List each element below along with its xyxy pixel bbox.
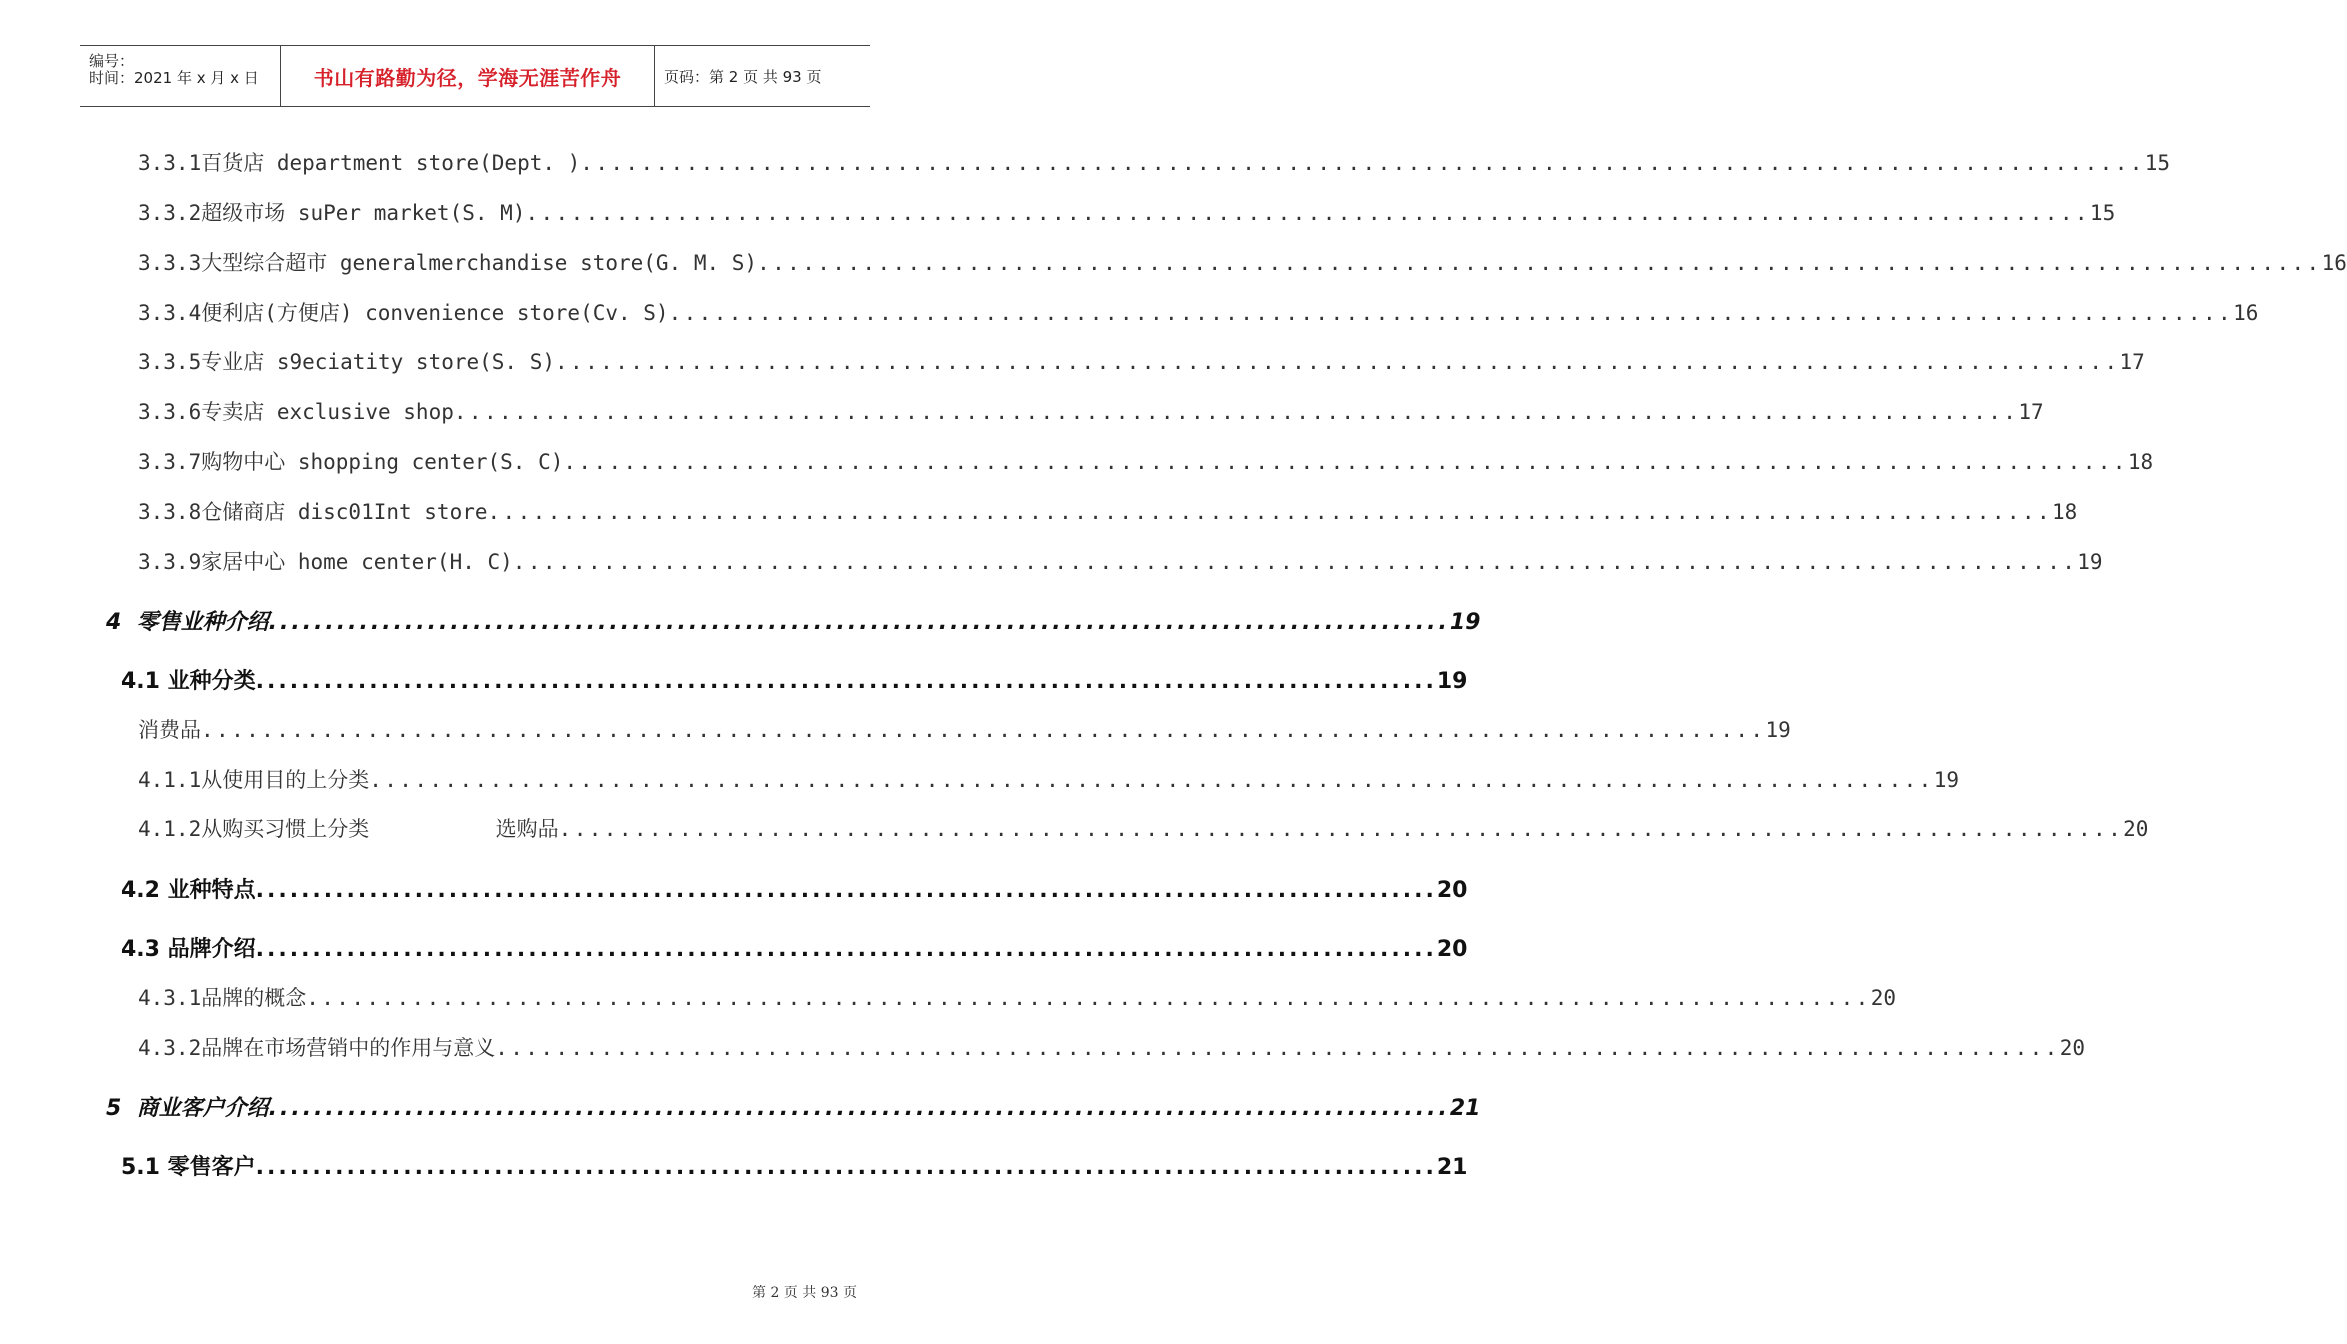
toc-entry-label: 4 零售业种介绍: [106, 610, 269, 635]
toc-entry-page: 20: [1870, 986, 1896, 1010]
toc-leader-dots: ........................................................................................................: [255, 878, 1437, 903]
toc-entry[interactable]: [138, 714, 1791, 744]
toc-entry-page: 20: [2123, 817, 2149, 841]
toc-section[interactable]: [121, 873, 1468, 903]
toc-entry[interactable]: [138, 346, 2145, 376]
toc-entry-page: 15: [2144, 151, 2171, 175]
toc-leader-dots: ........................................................................................................: [555, 350, 2120, 374]
toc-entry-page: 16: [2321, 251, 2347, 275]
toc-entry-label: 3.3.2超级市场 suPer market(S. M): [138, 201, 526, 225]
toc-entry-label: 5 商业客户介绍: [106, 1096, 269, 1121]
toc-entry-label: 3.3.3大型综合超市 generalmerchandise store(G. M. S): [138, 251, 758, 275]
toc-entry-page: 17: [2018, 400, 2044, 424]
toc-entry-page: 15: [2089, 201, 2116, 225]
toc-entry[interactable]: [138, 396, 2044, 426]
header-page-info: 页码：第 2 页 共 93 页: [664, 67, 822, 86]
header-page-cell: [655, 46, 870, 106]
toc-leader-dots: ........................................................................................................: [201, 718, 1766, 742]
header-motto: 书山有路勤为径，学海无涯苦作舟: [313, 65, 622, 90]
toc-entry-label: 3.3.1百货店 department store(Dept. ): [138, 151, 581, 175]
toc-entry-label: 3.3.5专业店 s9eciatity store(S. S): [138, 350, 556, 374]
toc-leader-dots: ........................................................................................................: [255, 669, 1437, 694]
toc-entry-label: 3.3.6专卖店 exclusive shop: [138, 400, 454, 424]
toc-entry-label: 3.3.7购物中心 shopping center(S. C): [138, 450, 564, 474]
toc-entry-page: 19: [1765, 718, 1791, 742]
toc-entry-label: 4.3.2品牌在市场营销中的作用与意义: [138, 1036, 496, 1060]
toc-entry[interactable]: [138, 446, 2154, 476]
toc-entry-label: 3.3.4便利店(方便店) convenience store(Cv. S): [138, 301, 669, 325]
toc-entry[interactable]: [138, 297, 2259, 327]
toc-chapter[interactable]: [106, 605, 1481, 635]
toc-leader-dots: ........................................................................................................: [757, 251, 2322, 275]
toc-leader-dots: ........................................................................................................: [268, 1096, 1450, 1121]
toc-leader-dots: ........................................................................................................: [487, 500, 2052, 524]
toc-chapter[interactable]: [106, 1091, 1481, 1121]
toc-entry-page: 19: [1449, 610, 1481, 635]
header-time: 时间：2021 年 x 月 x 日: [89, 69, 259, 87]
toc-entry-label: 3.3.8仓储商店 disc01Int store: [138, 500, 488, 524]
toc-leader-dots: ........................................................................................................: [525, 201, 2090, 225]
toc-entry[interactable]: [138, 1032, 2085, 1062]
toc-entry-label: 3.3.9家居中心 home center(H. C): [138, 550, 513, 574]
toc-entry-label: 消费品: [138, 718, 201, 742]
toc-entry-page: 21: [1436, 1155, 1468, 1180]
toc-leader-dots: ........................................................................................................: [580, 151, 2145, 175]
toc-entry[interactable]: [138, 247, 2347, 277]
toc-entry[interactable]: [138, 982, 1896, 1012]
toc-section[interactable]: [121, 664, 1468, 694]
toc-leader-dots: ........................................................................................................: [255, 937, 1437, 962]
toc-entry-page: 20: [2059, 1036, 2085, 1060]
toc-entry[interactable]: [138, 813, 2149, 843]
toc-entry-page: 20: [1436, 937, 1468, 962]
toc-entry-page: 19: [2077, 550, 2103, 574]
toc-leader-dots: ........................................................................................................: [495, 1036, 2060, 1060]
toc-leader-dots: ........................................................................................................: [255, 1155, 1437, 1180]
toc-entry-page: 17: [2119, 350, 2145, 374]
toc-leader-dots: ........................................................................................................: [369, 768, 1934, 792]
toc-entry[interactable]: [138, 197, 2116, 227]
toc-leader-dots: ........................................................................................................: [268, 610, 1450, 635]
toc-entry-page: 19: [1933, 768, 1959, 792]
toc-entry-page: 19: [1436, 669, 1468, 694]
header-meta: [80, 46, 281, 106]
toc-leader-dots: ........................................................................................................: [563, 450, 2128, 474]
page-footer: 第 2 页 共 93 页: [752, 1285, 857, 1301]
toc-entry-label: 4.1 业种分类: [121, 669, 256, 694]
toc-leader-dots: ........................................................................................................: [453, 400, 2019, 424]
toc-leader-dots: ........................................................................................................: [306, 986, 1871, 1010]
toc-entry[interactable]: [138, 546, 2103, 576]
toc-section[interactable]: [121, 1150, 1468, 1180]
toc-entry-page: 21: [1449, 1096, 1481, 1121]
toc-entry[interactable]: [138, 496, 2078, 526]
toc-entry-label: 4.1.1从使用目的上分类: [138, 768, 370, 792]
toc-entry[interactable]: [138, 147, 2171, 177]
toc-entry-label: 4.2 业种特点: [121, 878, 256, 903]
toc-entry-page: 20: [1436, 878, 1468, 903]
toc-entry-label: 4.1.2从购买习惯上分类 选购品: [138, 817, 559, 841]
toc-entry-label: 5.1 零售客户: [121, 1155, 256, 1180]
toc-section[interactable]: [121, 932, 1468, 962]
header-number: 编号：: [89, 52, 135, 70]
header-motto-cell: [281, 46, 655, 106]
toc-leader-dots: ........................................................................................................: [668, 301, 2234, 325]
toc-leader-dots: ........................................................................................................: [558, 817, 2124, 841]
page-header: [80, 45, 870, 107]
toc-entry-page: 18: [2127, 450, 2154, 474]
toc-entry-page: 16: [2233, 301, 2259, 325]
toc-entry-page: 18: [2052, 500, 2078, 524]
toc-leader-dots: ........................................................................................................: [512, 550, 2078, 574]
toc-entry[interactable]: [138, 764, 1959, 794]
toc-entry-label: 4.3.1品牌的概念: [138, 986, 307, 1010]
toc-entry-label: 4.3 品牌介绍: [121, 937, 256, 962]
